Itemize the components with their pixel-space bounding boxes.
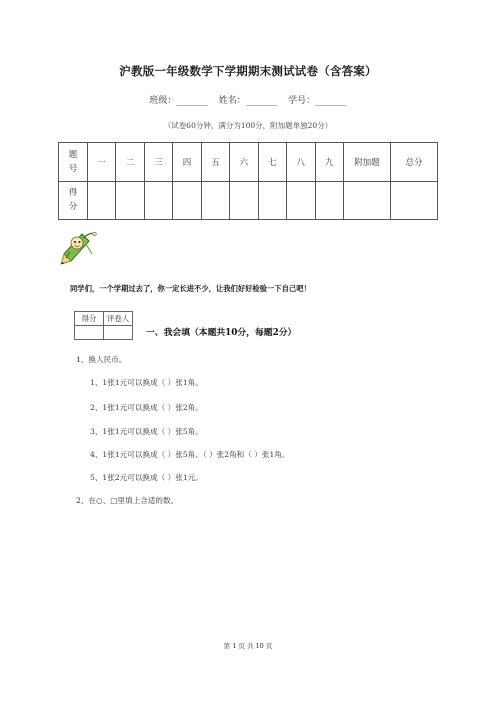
class-field: 班级：_______ — [149, 96, 208, 106]
exam-note: （试卷60分钟，满分为100分，附加题单独20分） — [163, 121, 333, 130]
column-header: 附加题 — [344, 143, 391, 182]
question-1-item: 1、1张1元可以换成（ ）张1角。 — [90, 378, 203, 387]
question-1-item: 5、1张2元可以换成（ ）张1元。 — [90, 473, 203, 482]
question-number-label: 题号 — [68, 149, 78, 174]
column-header: 二 — [116, 143, 144, 182]
score-cell[interactable] — [391, 181, 438, 220]
score-cell[interactable] — [201, 181, 229, 220]
column-header: 一 — [88, 143, 116, 182]
question-1-item: 2、1张1元可以换成（ ）张2角。 — [90, 403, 203, 412]
column-header: 四 — [173, 143, 201, 182]
column-header: 总分 — [391, 143, 438, 182]
column-header: 九 — [315, 143, 344, 182]
score-cell[interactable] — [344, 181, 391, 220]
grader-name-cell[interactable] — [104, 326, 133, 340]
score-cell[interactable] — [173, 181, 201, 220]
score-cell[interactable] — [144, 181, 172, 220]
score-cell[interactable] — [88, 181, 116, 220]
student-info-line — [0, 93, 496, 106]
column-header: 八 — [287, 143, 315, 182]
score-cell[interactable] — [287, 181, 315, 220]
column-header: 五 — [201, 143, 229, 182]
name-field: 姓名：_______ — [218, 96, 278, 106]
question-1-item: 3、1张1元可以换成（ ）张5角。 — [90, 427, 203, 436]
score-cell[interactable] — [315, 181, 344, 220]
score-table-header-row — [59, 143, 438, 182]
column-header: 六 — [230, 143, 258, 182]
section-title: 一、我会填（本题共10分，每题2分） — [146, 328, 297, 338]
question-number-header — [59, 143, 88, 182]
score-cell[interactable] — [116, 181, 144, 220]
encouragement-text: 同学们，一个学期过去了，你一定长进不少，让我们好好检验一下自己吧！ — [70, 284, 311, 293]
question-2: 2、在○、□里填上合适的数。 — [76, 496, 179, 505]
grader-score-cell[interactable] — [75, 326, 104, 340]
score-cell[interactable] — [230, 181, 258, 220]
page-title: 沪教版一年级数学下学期期末测试试卷（含答案） — [119, 64, 377, 78]
page-footer: 第 1 页 共 10 页 — [223, 642, 273, 650]
score-table — [58, 142, 438, 220]
grader-box — [74, 311, 133, 340]
grader-name-label: 评卷人 — [104, 312, 133, 326]
column-header: 七 — [258, 143, 286, 182]
score-table-score-row — [59, 181, 438, 220]
question-1: 1、换人民币。 — [76, 355, 127, 364]
student-id-field: 学号：_______ — [288, 96, 347, 106]
column-header: 三 — [144, 143, 172, 182]
question-1-item: 4、1张1元可以换成（ ）张5角、（ ）张2角和（ ）张1角。 — [90, 450, 290, 459]
score-row-header — [59, 181, 88, 220]
grader-score-label: 得分 — [75, 312, 104, 326]
score-cell[interactable] — [258, 181, 286, 220]
score-row-label: 得分 — [68, 188, 78, 213]
pencil-mascot-icon — [56, 224, 98, 266]
